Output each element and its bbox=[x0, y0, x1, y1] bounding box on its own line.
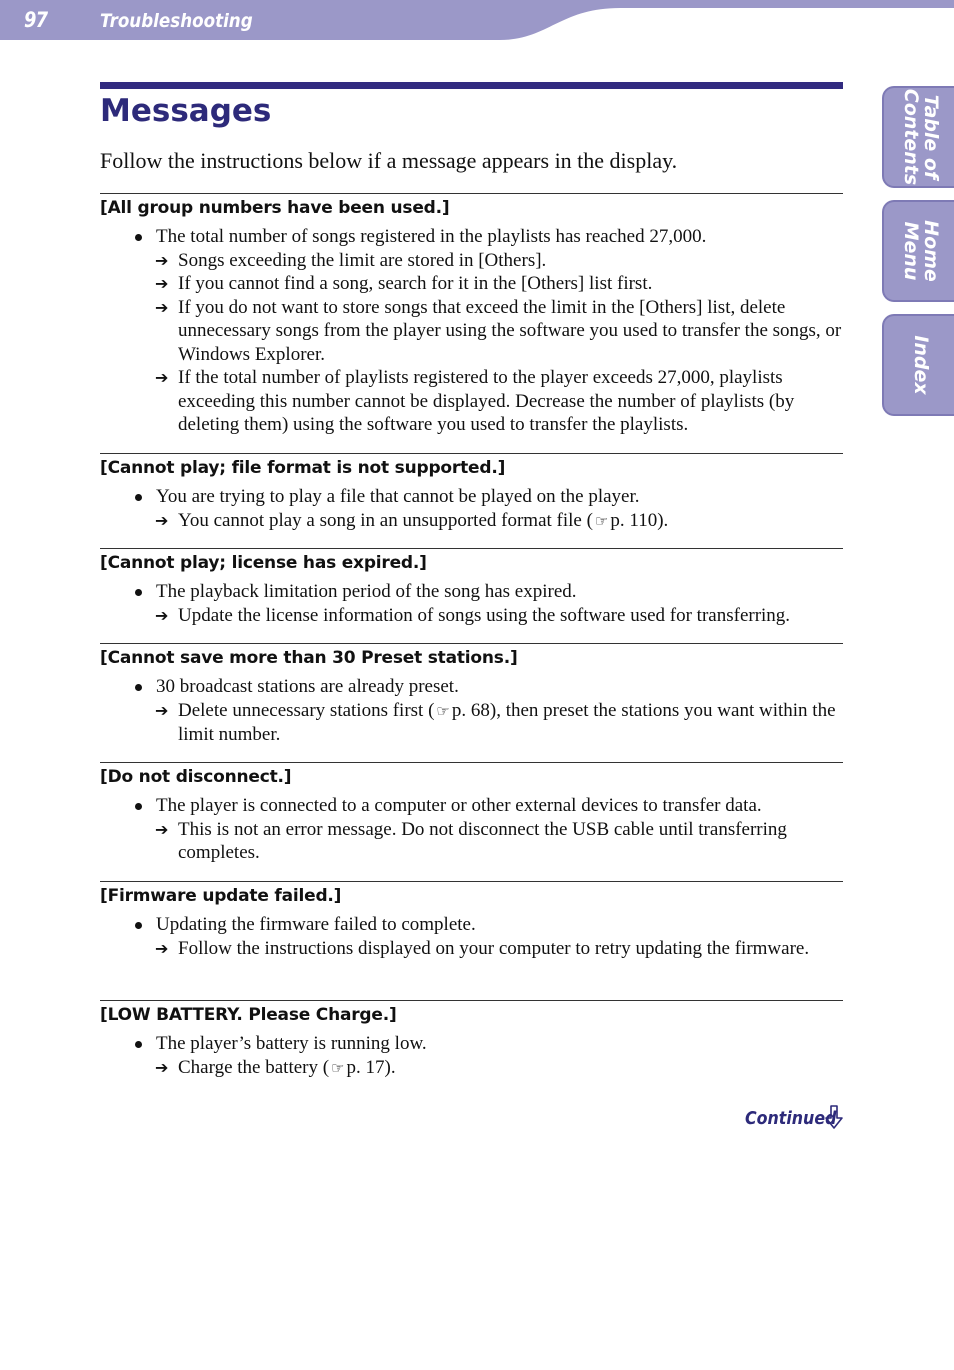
title-rule bbox=[100, 82, 843, 89]
message-heading: [Cannot play; license has expired.] bbox=[100, 553, 427, 573]
arrow-item-text: This is not an error message. Do not disconnect the USB cable until transferring completes. bbox=[178, 818, 787, 863]
bullet-item bbox=[100, 485, 843, 509]
message-section bbox=[100, 643, 843, 747]
message-section bbox=[100, 548, 843, 627]
right-arrow-icon: ➔ bbox=[155, 274, 169, 293]
intro-text: Follow the instructions below if a message appears in the display. bbox=[100, 148, 678, 173]
tab-label: Home Menu bbox=[900, 220, 942, 282]
arrow-item-text: If you cannot find a song, search for it in the [Others] list first. bbox=[178, 273, 653, 294]
right-arrow-icon: ➔ bbox=[155, 368, 169, 387]
arrow-item bbox=[100, 937, 843, 961]
arrow-item bbox=[100, 699, 843, 747]
arrow-item-text: If the total number of playlists registered to the player exceeds 27,000, playlists exceeding this number cannot be displayed. Decrease the number of playlists (by deleting them) using the software you used to transfer the playlists. bbox=[178, 367, 795, 435]
page-title: Messages bbox=[100, 93, 272, 129]
right-arrow-icon: ➔ bbox=[155, 700, 169, 720]
page-number: 97 bbox=[24, 8, 48, 32]
bullet-text: You are trying to play a file that cannot be played on the player. bbox=[156, 486, 640, 507]
bullet-dot bbox=[135, 684, 142, 691]
bullet-item bbox=[100, 675, 843, 699]
bullet-text: The player’s battery is running low. bbox=[156, 1033, 427, 1054]
page-reference-link[interactable]: p. 110 bbox=[610, 509, 658, 531]
right-arrow-icon: ➔ bbox=[155, 297, 169, 317]
bullet-dot bbox=[135, 494, 142, 501]
message-section bbox=[100, 881, 843, 960]
arrow-item bbox=[100, 272, 843, 296]
tab-home-menu[interactable] bbox=[882, 200, 954, 302]
header-section-title: Troubleshooting bbox=[100, 10, 253, 32]
tab-index[interactable] bbox=[882, 314, 954, 416]
tab-label: Table of Contents bbox=[900, 88, 942, 186]
page-reference-link[interactable]: p. 17 bbox=[346, 1056, 385, 1078]
pointing-hand-icon: ☞ bbox=[436, 701, 450, 720]
right-arrow-icon: ➔ bbox=[155, 938, 169, 958]
arrow-item bbox=[100, 296, 843, 367]
right-arrow-icon: ➔ bbox=[155, 819, 169, 839]
arrow-item bbox=[100, 818, 843, 865]
bullet-dot bbox=[135, 803, 142, 810]
bullet-dot bbox=[135, 1041, 142, 1048]
bullet-item bbox=[100, 1032, 843, 1056]
bullet-dot bbox=[135, 922, 142, 929]
bullet-text: The playback limitation period of the song has expired. bbox=[156, 581, 577, 602]
right-arrow-icon: ➔ bbox=[155, 1057, 169, 1077]
message-section bbox=[100, 762, 843, 865]
arrow-item bbox=[100, 366, 843, 437]
arrow-item-text: Update the license information of songs using the software used for transferring. bbox=[178, 604, 791, 626]
message-section bbox=[100, 193, 843, 437]
message-heading: [LOW BATTERY. Please Charge.] bbox=[100, 1005, 397, 1025]
tab-table-of-contents[interactable] bbox=[882, 86, 954, 188]
pointing-hand-icon: ☞ bbox=[594, 511, 609, 530]
down-arrow-icon[interactable] bbox=[824, 1104, 844, 1130]
arrow-item-text: ). bbox=[384, 1056, 396, 1078]
bullet-text: The player is connected to a computer or other external devices to transfer data. bbox=[156, 795, 762, 816]
bullet-dot bbox=[135, 234, 142, 241]
bullet-dot bbox=[135, 589, 142, 596]
message-heading: [Cannot play; file format is not supported.] bbox=[100, 458, 506, 478]
arrow-item-text: Follow the instructions displayed on your computer to retry updating the firmware. bbox=[178, 937, 810, 959]
bullet-text: The total number of songs registered in the playlists has reached 27,000. bbox=[156, 226, 707, 247]
arrow-item-text: Delete unnecessary stations first ( bbox=[178, 699, 435, 721]
tab-label: Index bbox=[910, 335, 932, 395]
arrow-item-text: You cannot play a song in an unsupported format file ( bbox=[178, 509, 593, 531]
page-reference-link[interactable]: p. 68 bbox=[451, 699, 490, 721]
arrow-item bbox=[100, 604, 843, 628]
arrow-item-text: Songs exceeding the limit are stored in [Others]. bbox=[178, 249, 547, 271]
arrow-item-text: Charge the battery ( bbox=[178, 1056, 330, 1078]
right-arrow-icon: ➔ bbox=[155, 250, 169, 270]
arrow-item-text: If you do not want to store songs that exceed the limit in the [Others] list, delete unnecessary songs from the player using the software you used to transfer the songs, or Windows Explorer. bbox=[178, 296, 842, 365]
bullet-text: Updating the firmware failed to complete. bbox=[156, 914, 476, 935]
bullet-item bbox=[100, 225, 843, 249]
pointing-hand-icon: ☞ bbox=[331, 1058, 345, 1077]
bullet-item bbox=[100, 794, 843, 818]
arrow-item-text: ). bbox=[657, 509, 669, 531]
message-section bbox=[100, 453, 843, 533]
bullet-item bbox=[100, 580, 843, 604]
message-heading: [All group numbers have been used.] bbox=[100, 198, 450, 218]
message-section bbox=[100, 1000, 843, 1080]
bullet-text: 30 broadcast stations are already preset. bbox=[156, 676, 459, 697]
arrow-item bbox=[100, 249, 843, 273]
arrow-item bbox=[100, 1056, 843, 1081]
message-heading: [Firmware update failed.] bbox=[100, 886, 342, 906]
right-arrow-icon: ➔ bbox=[155, 605, 169, 625]
continued-link[interactable]: Continued bbox=[745, 1108, 837, 1129]
right-arrow-icon: ➔ bbox=[155, 510, 169, 530]
message-heading: [Do not disconnect.] bbox=[100, 767, 292, 787]
arrow-item-text: ), then preset the stations you want within the limit number. bbox=[178, 699, 836, 745]
message-heading: [Cannot save more than 30 Preset stations.] bbox=[100, 648, 518, 668]
bullet-item bbox=[100, 913, 843, 937]
arrow-item bbox=[100, 509, 843, 534]
